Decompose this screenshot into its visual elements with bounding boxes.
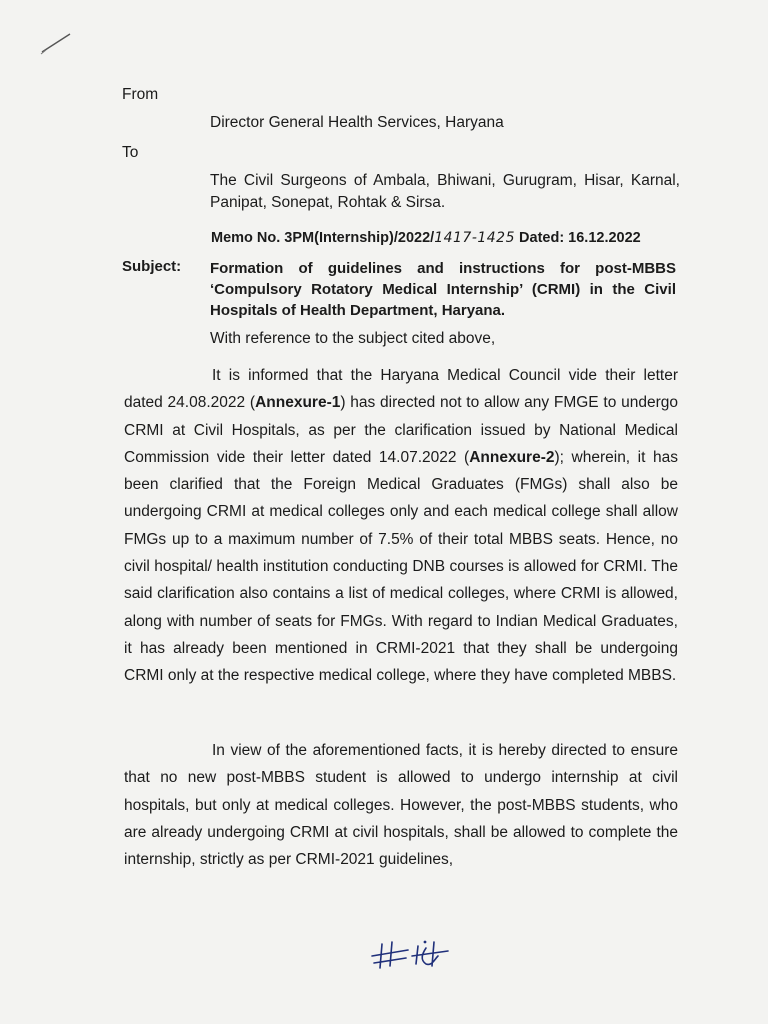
to-label: To [122,144,139,161]
sender: Director General Health Services, Haryana [210,114,504,131]
memo-date: Dated: 16.12.2022 [519,230,641,246]
body-paragraph-2: In view of the aforementioned facts, it is hereby directed to ensure that no new post-MBBS student is allowed to undergo internship at civil hospitals, but only at medical colleges. However, the post-MBBS students, who are already undergoing CRMI at civil hospitals, shall be allowed to complete the internship, strictly as per CRMI-2021 guidelines, [124,742,678,869]
pen-stroke-mark [38,28,78,58]
handwritten-initials-signature [368,936,458,976]
paragraph-1-part-3: ); wherein, it has been clarified that the Foreign Medical Graduates (FMGs) shall also be undergoing CRMI at medical colleges only and each medical college shall allow FMGs up to a maximum number of 7.5% of their total MBBS seats. Hence, no civil hospital/ health institution conducting DNB courses is allowed for CRMI. The said clarification also contains a list of medical colleges, where CRMI is allowed, along with number of seats for FMGs. With regard to Indian Medical Graduates, it has already been mentioned in CRMI-2021 that they shall be undergoing CRMI only at the respective medical college, where they have completed MBBS. [124,448,678,685]
annexure-1-ref: Annexure-1 [255,394,341,412]
subject-text: Formation of guidelines and instructions for post-MBBS ‘Compulsory Rotatory Medical Internship’ (CRMI) in the Civil Hospitals of Health Department, Haryana. [210,260,676,319]
annexure-2-ref: Annexure-2 [469,448,555,466]
from-label: From [122,86,159,103]
paragraph-1-part-1: It is informed that the Haryana Medical Council vide their letter dated 24.08.2022 ( [124,367,678,412]
recipients: The Civil Surgeons of Ambala, Bhiwani, Gurugram, Hisar, Karnal, Panipat, Sonepat, Rohtak & Sirsa. [210,172,680,211]
paragraph-1-part-2: ) has directed not to allow any FMGE to undergo CRMI at Civil Hospitals, as per the clarification issued by National Medical Commission vide their letter dated 14.07.2022 ( [124,394,678,466]
memo-handwritten-number: 1417-1425 [434,230,515,246]
memo-number: Memo No. 3PM(Internship)/2022/ [211,230,435,246]
memo-line [211,230,641,246]
reference-line: With reference to the subject cited above, [210,330,496,347]
subject-label: Subject: [122,258,182,275]
body-paragraph-1 [124,362,678,690]
